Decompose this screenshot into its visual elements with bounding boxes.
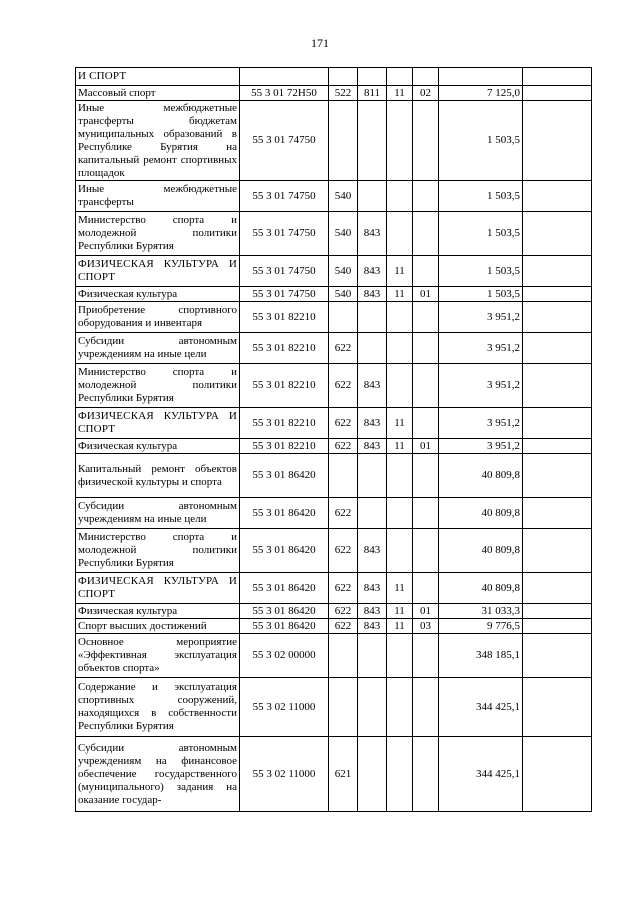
row-grbs-cell [358,101,387,181]
row-subsection-cell [413,678,439,737]
row-name-cell: Министерство спорта и молодежной политики Республики Бурятия [76,529,240,573]
row-grbs-cell: 811 [358,86,387,101]
row-subsection-cell [413,364,439,408]
row-vr-cell: 622 [329,364,358,408]
row-name-cell: Субсидии автономным учреждениям на иные цели [76,498,240,529]
row-vr-cell: 540 [329,181,358,212]
row-name-cell: ФИЗИЧЕСКАЯ КУЛЬТУРА И СПОРТ [76,573,240,604]
row-grbs-cell: 843 [358,573,387,604]
row-subsection-cell [413,101,439,181]
row-name-cell: Массовый спорт [76,86,240,101]
row-vr-cell: 540 [329,212,358,256]
table-row [76,678,592,737]
row-code-cell: 55 3 01 72Н50 [240,86,329,101]
row-amount-cell: 9 776,5 [439,619,523,634]
row-amount-cell: 1 503,5 [439,287,523,302]
row-section-cell: 11 [387,408,413,439]
row-empty-cell [523,737,592,812]
row-subsection-cell [413,333,439,364]
row-subsection-cell: 02 [413,86,439,101]
row-name-cell: Иные межбюджетные трансферты бюджетам муниципальных образований в Республике Бурятия на капитальный ремонт спортивных площадок [76,101,240,181]
table-row [76,256,592,287]
row-empty-cell [523,498,592,529]
table-row [76,619,592,634]
table-row [76,86,592,101]
row-grbs-cell [358,454,387,498]
row-vr-cell [329,454,358,498]
row-code-cell: 55 3 01 86420 [240,604,329,619]
row-subsection-cell [413,68,439,86]
row-grbs-cell [358,181,387,212]
row-code-cell: 55 3 01 82210 [240,439,329,454]
row-code-cell: 55 3 01 74750 [240,287,329,302]
row-empty-cell [523,573,592,604]
row-empty-cell [523,287,592,302]
row-empty-cell [523,256,592,287]
row-grbs-cell: 843 [358,408,387,439]
row-vr-cell: 540 [329,256,358,287]
row-subsection-cell [413,256,439,287]
row-section-cell: 11 [387,573,413,604]
row-empty-cell [523,604,592,619]
row-section-cell: 11 [387,86,413,101]
row-subsection-cell [413,737,439,812]
row-vr-cell [329,634,358,678]
row-name-cell: Приобретение спортивного оборудования и инвентаря [76,302,240,333]
row-subsection-cell [413,408,439,439]
row-subsection-cell: 01 [413,604,439,619]
row-empty-cell [523,364,592,408]
row-code-cell [240,68,329,86]
table-row [76,529,592,573]
row-vr-cell [329,68,358,86]
row-grbs-cell [358,678,387,737]
row-subsection-cell [413,454,439,498]
row-amount-cell: 31 033,3 [439,604,523,619]
row-grbs-cell [358,302,387,333]
row-code-cell: 55 3 01 74750 [240,256,329,287]
row-empty-cell [523,439,592,454]
row-empty-cell [523,454,592,498]
table-row [76,333,592,364]
row-vr-cell: 621 [329,737,358,812]
row-amount-cell: 1 503,5 [439,256,523,287]
row-amount-cell: 40 809,8 [439,498,523,529]
row-name-cell: ФИЗИЧЕСКАЯ КУЛЬТУРА И СПОРТ [76,408,240,439]
row-grbs-cell [358,68,387,86]
row-amount-cell: 3 951,2 [439,408,523,439]
table-row [76,68,592,86]
table-row [76,287,592,302]
row-name-cell: ФИЗИЧЕСКАЯ КУЛЬТУРА И СПОРТ [76,256,240,287]
row-vr-cell [329,678,358,737]
row-amount-cell: 348 185,1 [439,634,523,678]
budget-table [75,67,592,812]
row-code-cell: 55 3 01 74750 [240,212,329,256]
table-row [76,454,592,498]
row-vr-cell: 522 [329,86,358,101]
row-section-cell [387,302,413,333]
row-empty-cell [523,212,592,256]
row-section-cell [387,737,413,812]
row-section-cell: 11 [387,619,413,634]
row-amount-cell: 40 809,8 [439,454,523,498]
row-grbs-cell: 843 [358,364,387,408]
row-code-cell: 55 3 01 82210 [240,333,329,364]
row-section-cell [387,678,413,737]
table-row [76,101,592,181]
row-subsection-cell [413,573,439,604]
row-name-cell: Субсидии автономным учреждениям на финансовое обеспечение государственного (муниципального) задания на оказание государ- [76,737,240,812]
row-vr-cell: 622 [329,439,358,454]
row-name-cell: Физическая культура [76,287,240,302]
row-empty-cell [523,408,592,439]
row-section-cell: 11 [387,604,413,619]
row-grbs-cell: 843 [358,256,387,287]
row-code-cell: 55 3 01 74750 [240,101,329,181]
table-row [76,634,592,678]
table-row [76,737,592,812]
row-amount-cell: 40 809,8 [439,529,523,573]
table-body [76,68,592,812]
row-code-cell: 55 3 02 11000 [240,737,329,812]
row-vr-cell: 622 [329,619,358,634]
row-section-cell [387,101,413,181]
row-amount-cell: 344 425,1 [439,737,523,812]
row-subsection-cell [413,212,439,256]
row-subsection-cell: 01 [413,439,439,454]
row-name-cell: Физическая культура [76,439,240,454]
row-empty-cell [523,86,592,101]
row-grbs-cell [358,498,387,529]
row-empty-cell [523,619,592,634]
row-code-cell: 55 3 01 82210 [240,364,329,408]
row-section-cell [387,333,413,364]
row-section-cell [387,68,413,86]
row-code-cell: 55 3 01 82210 [240,302,329,333]
row-amount-cell: 1 503,5 [439,212,523,256]
row-empty-cell [523,101,592,181]
table-row [76,302,592,333]
row-amount-cell: 3 951,2 [439,333,523,364]
row-code-cell: 55 3 02 11000 [240,678,329,737]
row-name-cell: И СПОРТ [76,68,240,86]
row-vr-cell: 622 [329,529,358,573]
row-name-cell: Иные межбюджетные трансферты [76,181,240,212]
row-amount-cell: 7 125,0 [439,86,523,101]
row-empty-cell [523,181,592,212]
row-grbs-cell: 843 [358,212,387,256]
row-grbs-cell: 843 [358,529,387,573]
row-empty-cell [523,302,592,333]
row-amount-cell: 40 809,8 [439,573,523,604]
row-section-cell [387,498,413,529]
row-grbs-cell [358,333,387,364]
row-section-cell [387,454,413,498]
row-subsection-cell [413,181,439,212]
row-subsection-cell: 01 [413,287,439,302]
table-row [76,364,592,408]
row-empty-cell [523,68,592,86]
row-section-cell: 11 [387,439,413,454]
table-row [76,498,592,529]
row-section-cell [387,364,413,408]
row-vr-cell: 622 [329,333,358,364]
table-row [76,181,592,212]
row-subsection-cell: 03 [413,619,439,634]
row-subsection-cell [413,529,439,573]
row-vr-cell: 622 [329,408,358,439]
row-section-cell [387,634,413,678]
row-name-cell: Основное мероприятие «Эффективная эксплуатация объектов спорта» [76,634,240,678]
row-amount-cell: 3 951,2 [439,302,523,333]
row-code-cell: 55 3 01 86420 [240,573,329,604]
row-section-cell [387,529,413,573]
row-vr-cell: 622 [329,604,358,619]
row-subsection-cell [413,498,439,529]
table-row [76,573,592,604]
row-amount-cell: 344 425,1 [439,678,523,737]
row-code-cell: 55 3 01 86420 [240,619,329,634]
row-section-cell [387,212,413,256]
row-code-cell: 55 3 01 82210 [240,408,329,439]
row-amount-cell: 3 951,2 [439,364,523,408]
row-vr-cell: 622 [329,498,358,529]
row-name-cell: Министерство спорта и молодежной политики Республики Бурятия [76,364,240,408]
table-row [76,439,592,454]
row-grbs-cell: 843 [358,604,387,619]
row-amount-cell: 1 503,5 [439,101,523,181]
row-section-cell: 11 [387,287,413,302]
row-amount-cell: 1 503,5 [439,181,523,212]
row-vr-cell: 540 [329,287,358,302]
table-row [76,604,592,619]
row-code-cell: 55 3 01 74750 [240,181,329,212]
row-vr-cell [329,302,358,333]
row-grbs-cell [358,634,387,678]
row-vr-cell: 622 [329,573,358,604]
row-section-cell [387,181,413,212]
row-grbs-cell: 843 [358,287,387,302]
row-code-cell: 55 3 01 86420 [240,498,329,529]
row-grbs-cell: 843 [358,619,387,634]
row-code-cell: 55 3 02 00000 [240,634,329,678]
row-name-cell: Содержание и эксплуатация спортивных сооружений, находящихся в собственности Республики Бурятия [76,678,240,737]
row-section-cell: 11 [387,256,413,287]
table-row [76,408,592,439]
row-grbs-cell: 843 [358,439,387,454]
row-empty-cell [523,634,592,678]
row-name-cell: Капитальный ремонт объектов физической культуры и спорта [76,454,240,498]
row-name-cell: Субсидии автономным учреждениям на иные цели [76,333,240,364]
page-number: 171 [311,36,329,50]
row-amount-cell [439,68,523,86]
row-empty-cell [523,529,592,573]
row-code-cell: 55 3 01 86420 [240,454,329,498]
row-subsection-cell [413,634,439,678]
row-name-cell: Физическая культура [76,604,240,619]
row-code-cell: 55 3 01 86420 [240,529,329,573]
row-empty-cell [523,678,592,737]
row-amount-cell: 3 951,2 [439,439,523,454]
row-name-cell: Спорт высших достижений [76,619,240,634]
row-vr-cell [329,101,358,181]
row-subsection-cell [413,302,439,333]
row-empty-cell [523,333,592,364]
row-grbs-cell [358,737,387,812]
table-row [76,212,592,256]
row-name-cell: Министерство спорта и молодежной политики Республики Бурятия [76,212,240,256]
